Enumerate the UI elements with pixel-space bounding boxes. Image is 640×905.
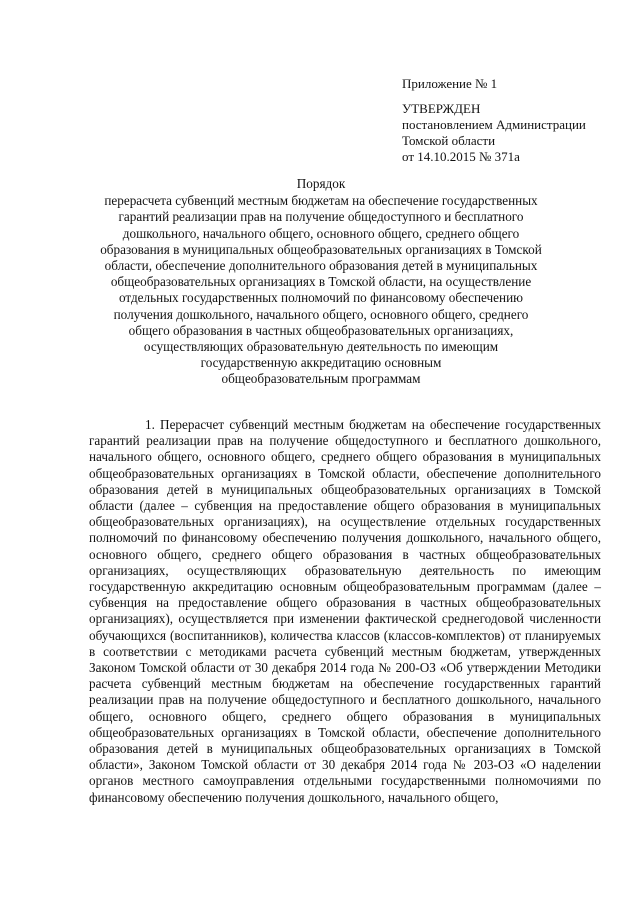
title-line: осуществляющих образовательную деятельность по имеющим bbox=[143, 339, 499, 355]
title-line: общего образования в частных общеобразовательных организациях, bbox=[128, 322, 514, 338]
title-line: гарантий реализации прав на получение общедоступного и бесплатного bbox=[118, 209, 524, 225]
approved-region-line: Томской области bbox=[402, 133, 496, 148]
approval-block bbox=[402, 76, 586, 165]
title-line: общеобразовательным программам bbox=[221, 371, 421, 387]
title-line: получения дошкольного, начального общего, основного общего, среднего bbox=[113, 306, 529, 322]
title-line: области, обеспечение дополнительного образования детей в муниципальных bbox=[104, 258, 538, 274]
annex-number: Приложение № 1 bbox=[402, 76, 498, 91]
document-title bbox=[84, 176, 558, 388]
title-line: государственную аккредитацию основным bbox=[200, 355, 442, 371]
approved-by-line: постановлением Администрации bbox=[402, 117, 586, 132]
title-line: перерасчета субвенций местным бюджетам на обеспечение государственных bbox=[104, 193, 538, 209]
title-line: отдельных государственных полномочий по финансовому обеспечению bbox=[118, 290, 524, 306]
title-line: общеобразовательных организациях в Томской области, на осуществление bbox=[110, 274, 532, 290]
approved-label: УТВЕРЖДЕН bbox=[402, 101, 481, 116]
title-heading: Порядок bbox=[296, 176, 346, 191]
title-line: дошкольного, начального общего, основного общего, среднего общего bbox=[122, 225, 520, 241]
paragraph-1: 1. Перерасчет субвенций местным бюджетам на обеспечение государственных гарантий реализации прав на получение общедоступного и бесплатного дошкольного, начального общего, основного общего, среднего общего образования в муниципальных общеобразовательных организациях в Томской области, обеспечение дополнительного образования детей в муниципальных общеобразовательных организациях в Томской области (далее – субвенция на предоставление общего образования в муниципальных общеобразовательных организациях), на осуществление отдельных государственных полномочий по финансовому обеспечению получения дошкольного, начального общего, основного общего, среднего общего образования в частных общеобразовательных организациях, осуществляющих образовательную деятельность по имеющим государственную аккредитацию основным общеобразовательным программам (далее – субвенция на предоставление общего образования в частных общеобразовательных организациях), осуществляется при изменении фактической среднегодовой численности обучающихся (воспитанников), количества классов (классов-комплектов) от планируемых в соответствии с методиками расчета субвенций местным бюджетам, утвержденных Законом Томской области от 30 декабря 2014 года № 200-ОЗ «Об утверждении Методики расчета субвенций местным бюджетам на обеспечение государственных гарантий реализации прав на получение общедоступного и бесплатного дошкольного, начального общего, основного общего, среднего общего образования в муниципальных общеобразовательных организациях в Томской области, обеспечение дополнительного образования детей в муниципальных общеобразовательных организациях в Томской области», Законом Томской области от 30 декабря 2014 года № 203-ОЗ «О наделении органов местного самоуправления отдельными государственными полномочиями по финансовому обеспечению получения дошкольного, начального общего, bbox=[89, 417, 601, 805]
approved-date-line: от 14.10.2015 № 371а bbox=[402, 149, 520, 164]
title-line: образования в муниципальных общеобразовательных организациях в Томской bbox=[100, 241, 542, 257]
